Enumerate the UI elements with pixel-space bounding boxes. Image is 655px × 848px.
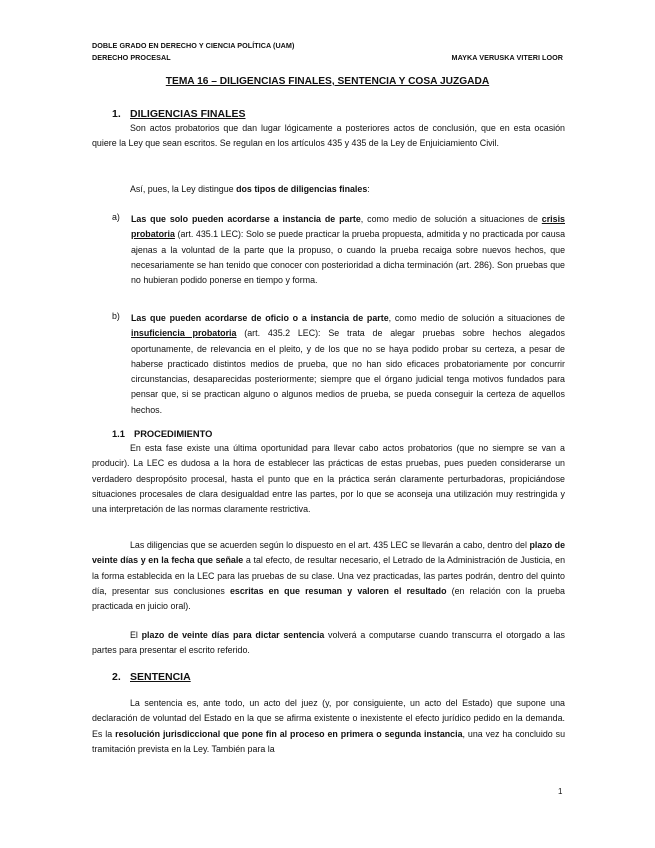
underlined-term: crisis probatoria — [131, 214, 565, 240]
text-run: , como medio de solución a situaciones de — [360, 214, 542, 224]
bold-text: plazo de veinte días para dictar sentencia — [141, 630, 325, 640]
underlined-term: insuficiencia probatoria — [131, 328, 237, 339]
header-subject: DERECHO PROCESAL — [92, 53, 171, 62]
text-run: Así, pues, la Ley distingue — [130, 184, 237, 194]
section-title: SENTENCIA — [130, 671, 191, 683]
header-degree: DOBLE GRADO EN DERECHO Y CIENCIA POLÍTICA (UAM) — [92, 41, 295, 50]
subsection-heading — [112, 429, 212, 439]
paragraph — [92, 628, 565, 659]
page-title: TEMA 16 – DILIGENCIAS FINALES, SENTENCIA Y COSA JUZGADA — [165, 76, 490, 87]
header-author: MAYKA VERUSKA VITERI LOOR — [451, 53, 563, 62]
paragraph: Son actos probatorios que dan lugar lógicamente a posteriores actos de conclusión, que en esta ocasión quiere la Ley que sean escritos. Se regulan en los artículos 435 y 435 de la Ley de Enjuiciamiento Civil. — [92, 123, 565, 149]
section-number: 1. — [112, 108, 121, 120]
text-run: : — [367, 184, 370, 194]
bold-text: Las que solo pueden acordarse a instancia de parte — [131, 214, 361, 224]
text-run: Las diligencias que se acuerden según lo dispuesto en el art. 435 LEC se llevarán a cabo, dentro del — [130, 540, 530, 550]
list-item — [131, 212, 565, 288]
text-run: La sentencia es, ante todo, un acto del juez (y, por consiguiente, un acto del Estado) que supone una declaración de voluntad del Estado en la que se afirma existente o inexistente el efecto jurídico pedido en la demanda. Es la — [92, 698, 565, 739]
list-item — [131, 311, 565, 418]
section-1-heading — [112, 108, 246, 120]
page-number: 1 — [558, 787, 563, 796]
text-run: a tal efecto, de resultar necesario, el Letrado de la Administración de Justicia, en la forma establecida en la LEC para las pruebas de su clase. Una vez practicadas, las partes podrán, dentro del quinto día, presentar sus conclusiones — [92, 555, 565, 596]
subsection-number: 1.1 — [112, 429, 125, 439]
section-2-heading — [112, 671, 191, 683]
text-run: , una vez ha concluido su tramitación prevista en la Ley. También para la — [92, 728, 566, 754]
list-marker: b) — [112, 311, 120, 321]
paragraph — [92, 538, 565, 614]
list-marker: a) — [112, 212, 120, 222]
bold-text: escritas en que resuman y valoren el resultado — [229, 585, 447, 596]
text-run: (en relación con la prueba practicada en juicio oral). — [92, 585, 565, 612]
text-run: El — [130, 630, 142, 640]
bold-text: plazo de veinte días y en la fecha que señale — [92, 540, 565, 566]
subsection-title: PROCEDIMIENTO — [134, 429, 213, 439]
paragraph — [92, 182, 565, 197]
bold-text: Las que pueden acordarse de oficio o a instancia de parte — [131, 313, 389, 323]
text-run: , como medio de solución a situaciones de — [388, 313, 565, 323]
bold-text: dos tipos de diligencias finales — [236, 184, 368, 194]
text-run: volverá a computarse cuando transcurra el otorgado a las partes para presentar el escrito referido. — [92, 630, 565, 656]
section-title: DILIGENCIAS FINALES — [130, 108, 246, 120]
text-run: (art. 435.2 LEC): Se trata de alegar pruebas sobre hechos alegados oportunamente, de relevancia en el pleito, y de los que no se haya podido probar su certeza, a pesar de haberse practicado distintos medios de prueba, que no han sido eficaces probatoriamente por concurrir circunstancias, desaparecidas posteriormente; siempre que el órgano judicial tenga motivos fundados para pensar que, si se practican alguno o algunos medios de prueba, se pueda conseguir la certeza de aquellos hechos. — [131, 328, 565, 415]
paragraph: En esta fase existe una última oportunidad para llevar cabo actos probatorios (que no siempre se van a producir). La LEC es dudosa a la hora de establecer las prácticas de estas pruebas, pues pueden considerarse un verdadero despropósito procesal, hasta el punto que en la práctica serán claramente perturbadoras, propiciándose situaciones procesales de clara desigualdad entre las partes, por lo que se aconseja una utilización muy restringida y una interpretación de las normas claramente restrictiva. — [92, 443, 565, 515]
paragraph — [92, 696, 565, 757]
section-number: 2. — [112, 671, 121, 683]
text-run: (art. 435.1 LEC): Solo se puede practicar la prueba propuesta, admitida y no practicada por causa ajenas a la voluntad de la parte que la propuso, o cuando la prueba recaiga sobre nuevos hechos, que necesariamente se han tenido que conocer con posterioridad a dicha terminación (art. 286). Son pruebas que no hubieran podido ponerse en tiempo y forma. — [131, 229, 565, 286]
bold-text: resolución jurisdiccional que pone fin al proceso en primera o segunda instancia — [115, 728, 463, 739]
